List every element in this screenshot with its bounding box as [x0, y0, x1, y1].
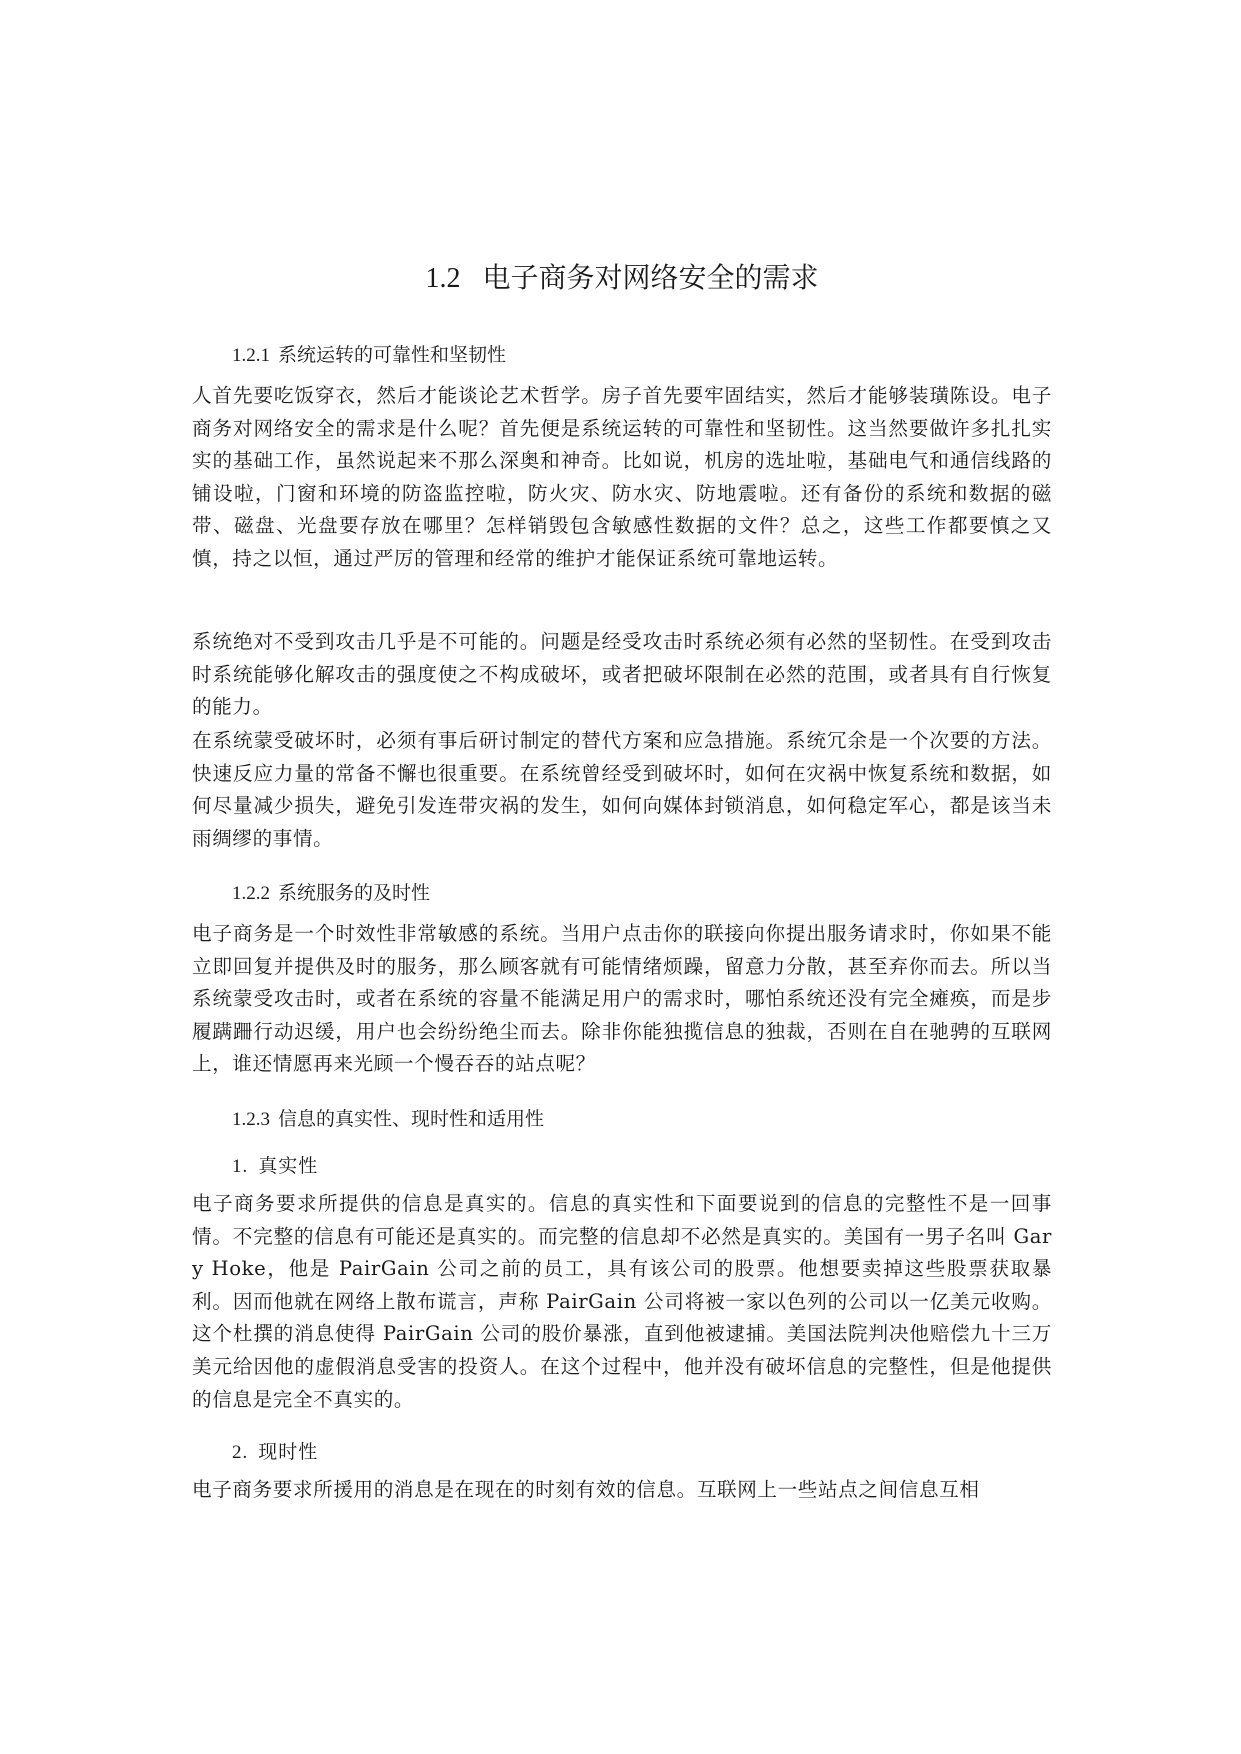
chapter-title [192, 256, 1052, 296]
section-number: 1.2.1 [232, 345, 270, 366]
item-title-text: 现时性 [258, 1441, 319, 1463]
section-title-text: 信息的真实性、现时性和适用性 [278, 1108, 545, 1130]
section-title-1-2-2 [232, 878, 430, 905]
item-title-authenticity [232, 1151, 318, 1178]
item-title-timeliness [232, 1437, 318, 1464]
section-title-1-2-1 [232, 340, 506, 367]
section-title-1-2-3 [232, 1104, 544, 1131]
item-number: 2. [232, 1442, 249, 1463]
section-number: 1.2.2 [232, 883, 270, 904]
paragraph: 人首先要吃饭穿衣，然后才能谈论艺术哲学。房子首先要牢固结实，然后才能够装璜陈设。电子商务对网络安全的需求是什么呢？首先便是系统运转的可靠性和坚韧性。这当然要做许多扎扎实实的基础工作，虽然说起来不那么深奥和神奇。比如说，机房的选址啦，基础电气和通信线路的铺设啦，门窗和环境的防盗监控啦，防火灾、防水灾、防地震啦。还有备份的系统和数据的磁带、磁盘、光盘要存放在哪里？怎样销毁包含敏感性数据的文件？总之，这些工作都要慎之又慎，持之以恒，通过严厉的管理和经常的维护才能保证系统可靠地运转。 [192, 384, 1052, 570]
paragraph: 系统绝对不受到攻击几乎是不可能的。问题是经受攻击时系统必须有必然的坚韧性。在受到攻击时系统能够化解攻击的强度使之不构成破坏，或者把破坏限制在必然的范围，或者具有自行恢复的能力。 [192, 630, 1052, 719]
section-title-text: 系统运转的可靠性和坚韧性 [278, 344, 507, 366]
section-number: 1.2.3 [232, 1109, 270, 1130]
paragraph: 在系统蒙受破坏时，必须有事后研讨制定的替代方案和应急措施。系统冗余是一个次要的方法。快速反应力量的常备不懈也很重要。在系统曾经受到破坏时，如何在灾祸中恢复系统和数据，如何尽量减少损失，避免引发连带灾祸的发生，如何向媒体封锁消息，如何稳定军心，都是该当未雨绸缪的事情。 [192, 729, 1052, 850]
item-title-text: 真实性 [258, 1155, 319, 1177]
paragraph: 电子商务是一个时效性非常敏感的系统。当用户点击你的联接向你提出服务请求时，你如果不能立即回复并提供及时的服务，那么顾客就有可能情绪烦躁，留意力分散，甚至弃你而去。所以当系统蒙受攻击时，或者在系统的容量不能满足用户的需求时，哪怕系统还没有完全瘫痪，而是步履蹒跚行动迟缓，用户也会纷纷绝尘而去。除非你能独揽信息的独裁，否则在自在驰骋的互联网上，谁还情愿再来光顾一个慢吞吞的站点呢？ [192, 922, 1052, 1076]
paragraph: 电子商务要求所提供的信息是真实的。信息的真实性和下面要说到的信息的完整性不是一回事情。不完整的信息有可能还是真实的。而完整的信息却不必然是真实的。美国有一男子名叫 Gary Hoke，他是 PairGain 公司之前的员工，具有该公司的股票。他想要卖掉这些股票获取暴利。因而他就在网络上散布谎言，声称 PairGain 公司将被一家以色列的公司以一亿美元收购。这个杜撰的消息使得 PairGain 公司的股价暴涨，直到他被逮捕。美国法院判决他赔偿九十三万美元给因他的虚假消息受害的投资人。在这个过程中，他并没有破坏信息的完整性，但是他提供的信息是完全不真实的。 [192, 1192, 1052, 1411]
chapter-title-text: 电子商务对网络安全的需求 [482, 261, 819, 294]
paragraph: 电子商务要求所援用的消息是在现在的时刻有效的信息。互联网上一些站点之间信息互相 [192, 1478, 980, 1501]
item-number: 1. [232, 1156, 249, 1177]
section-title-text: 系统服务的及时性 [278, 882, 431, 904]
chapter-number: 1.2 [425, 263, 461, 294]
